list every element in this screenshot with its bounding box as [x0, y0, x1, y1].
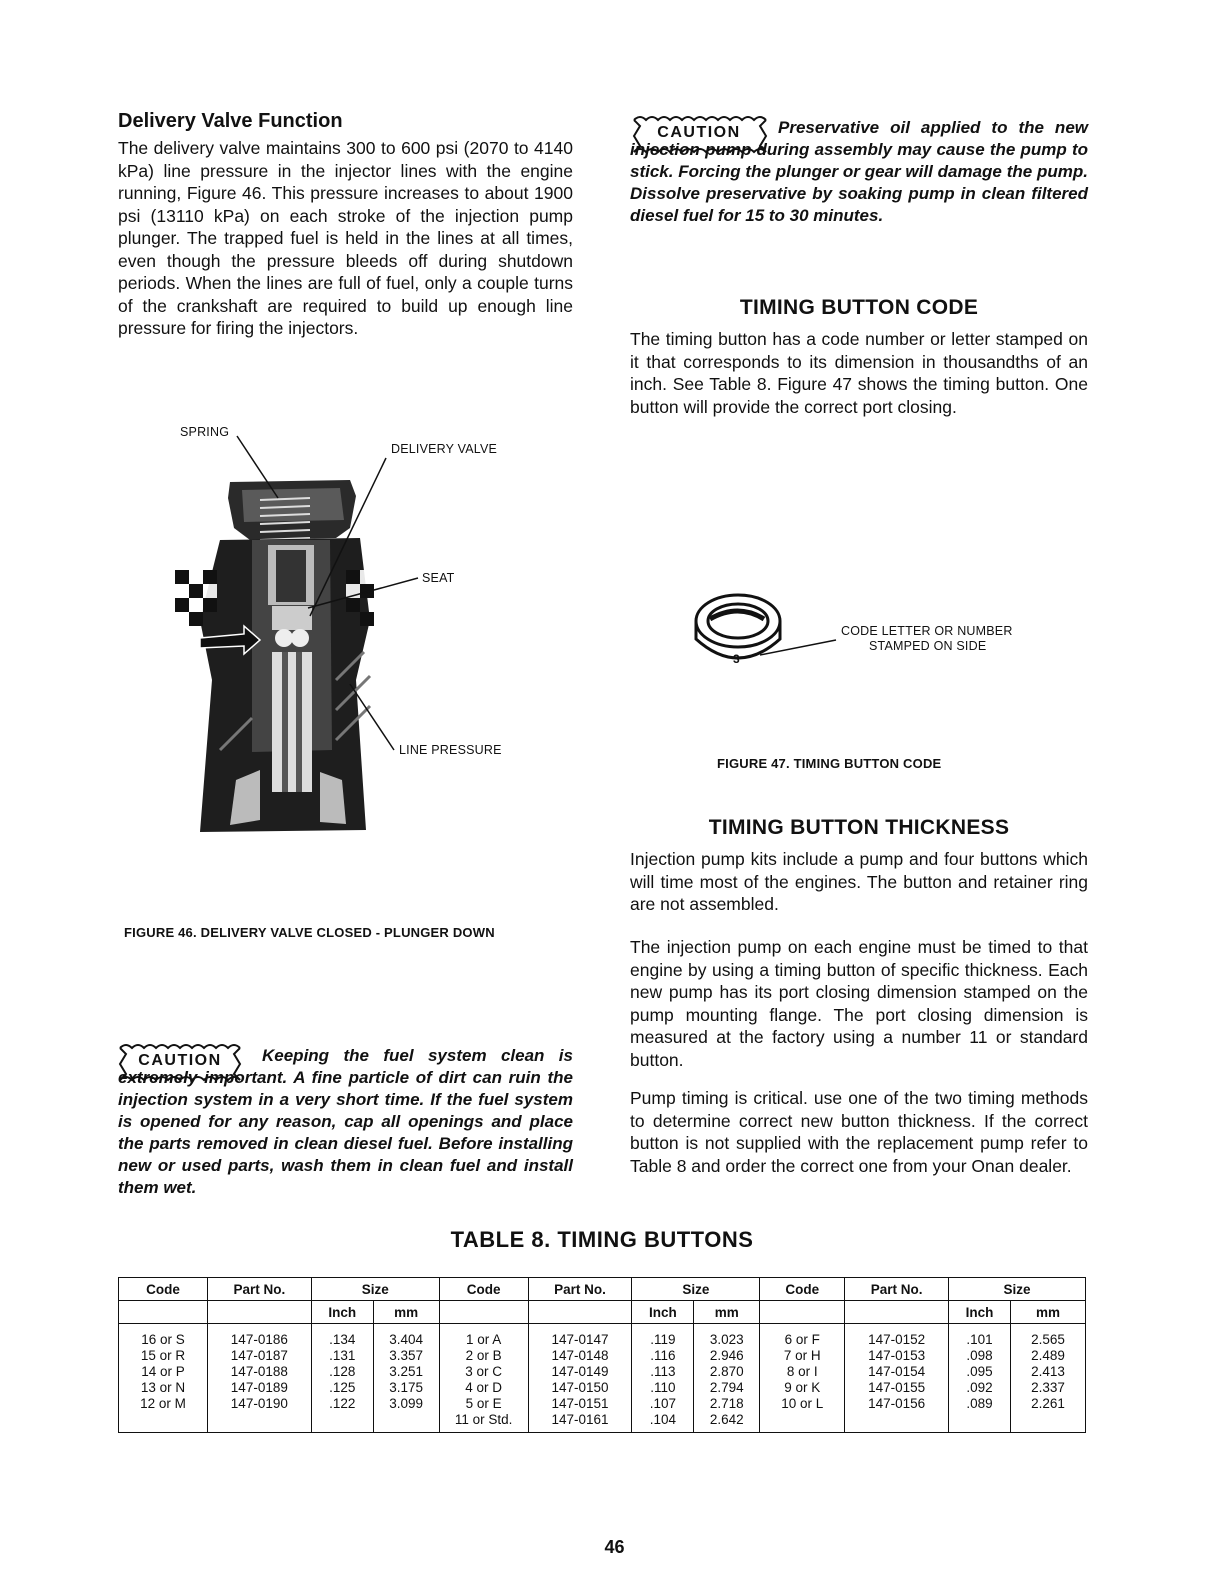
- table-cell: [373, 1412, 439, 1433]
- header-mm: mm: [1010, 1301, 1085, 1324]
- table-cell: 147-0188: [207, 1364, 311, 1380]
- header-code: Code: [760, 1278, 845, 1301]
- table-cell: 147-0190: [207, 1396, 311, 1412]
- table-cell: 147-0187: [207, 1348, 311, 1364]
- header-part-no: Part No.: [207, 1278, 311, 1301]
- table-cell: 12 or M: [119, 1396, 208, 1412]
- table-cell: [845, 1412, 949, 1433]
- table-cell: 147-0161: [528, 1412, 632, 1433]
- table-cell: .101: [949, 1324, 1011, 1349]
- table-cell: 1 or A: [439, 1324, 528, 1349]
- timing-button-thickness-title: TIMING BUTTON THICKNESS: [708, 816, 1010, 839]
- valve-body-illustration: [175, 480, 374, 832]
- table-8-title: TABLE 8. TIMING BUTTONS: [450, 1227, 754, 1252]
- header-inch: Inch: [632, 1301, 694, 1324]
- table-cell: 147-0153: [845, 1348, 949, 1364]
- table-cell: 2.565: [1010, 1324, 1085, 1349]
- caution-text-right: Preservative oil applied to the new injection pump during assembly may cause the pump to stick. Forcing the plunger or gear will damage the pump. Dissolve preservative by soaking pump in clean filtered diesel fuel for 15 to 30 minutes.: [630, 118, 1088, 225]
- table-cell: 2.337: [1010, 1380, 1085, 1396]
- table-row: [119, 1412, 1086, 1433]
- figure-47-label-line1: CODE LETTER OR NUMBER: [841, 624, 1013, 638]
- table-subheader-row: [119, 1301, 1086, 1324]
- header-inch: Inch: [949, 1301, 1011, 1324]
- table-header-row: [119, 1278, 1086, 1301]
- caution-label-left: CAUTION: [138, 1052, 222, 1069]
- timing-button-code-paragraph: The timing button has a code number or letter stamped on it that corresponds to its dimension in thousandths of an inch. See Table 8. Figure 47 shows the timing button. One button will provide the correct port closing.: [630, 329, 1088, 417]
- table-cell: 3.357: [373, 1348, 439, 1364]
- table-cell: 9 or K: [760, 1380, 845, 1396]
- header-code: Code: [439, 1278, 528, 1301]
- table-cell: .119: [632, 1324, 694, 1349]
- table-cell: 147-0155: [845, 1380, 949, 1396]
- table-cell: 147-0149: [528, 1364, 632, 1380]
- table-cell: .131: [311, 1348, 373, 1364]
- table-cell: .113: [632, 1364, 694, 1380]
- table-row: [119, 1364, 1086, 1380]
- table-row: [119, 1380, 1086, 1396]
- timing-thickness-paragraph-2: The injection pump on each engine must be timed to that engine by using a timing button of specific thickness. Each new pump has its port closing dimension stamped on the pump mounting flange. The port closing dimension is measured at the factory using a number 11 or standard button.: [630, 937, 1088, 1070]
- header-part-no: Part No.: [528, 1278, 632, 1301]
- table-cell: [760, 1412, 845, 1433]
- caution-label-right: CAUTION: [657, 124, 741, 141]
- table-cell: 15 or R: [119, 1348, 208, 1364]
- label-delivery-valve: DELIVERY VALVE: [391, 442, 498, 456]
- table-cell: 4 or D: [439, 1380, 528, 1396]
- timing-thickness-paragraph-3: Pump timing is critical. use one of the two timing methods to determine correct new button thickness. If the correct button is not supplied with the replacement pump refer to Table 8 and order the correct one from your Onan dealer.: [630, 1088, 1088, 1176]
- header-size: Size: [311, 1278, 439, 1301]
- table-cell: 2.261: [1010, 1396, 1085, 1412]
- table-cell: 13 or N: [119, 1380, 208, 1396]
- table-cell: 147-0150: [528, 1380, 632, 1396]
- timing-button-code-title: TIMING BUTTON CODE: [739, 296, 979, 319]
- table-cell: 147-0189: [207, 1380, 311, 1396]
- table-cell: [1010, 1412, 1085, 1433]
- header-part-no: Part No.: [845, 1278, 949, 1301]
- table-cell: 16 or S: [119, 1324, 208, 1349]
- figure-46-caption: FIGURE 46. DELIVERY VALVE CLOSED - PLUNGER DOWN: [124, 925, 495, 940]
- table-cell: .104: [632, 1412, 694, 1433]
- table-cell: 147-0152: [845, 1324, 949, 1349]
- delivery-valve-heading: Delivery Valve Function: [118, 110, 343, 132]
- header-inch: Inch: [311, 1301, 373, 1324]
- label-seat: SEAT: [422, 571, 455, 585]
- header-mm: mm: [373, 1301, 439, 1324]
- table-cell: 14 or P: [119, 1364, 208, 1380]
- timing-thickness-paragraph-1: Injection pump kits include a pump and four buttons which will time most of the engines. The button and retainer ring are not assembled.: [630, 849, 1088, 914]
- table-cell: 147-0151: [528, 1396, 632, 1412]
- figure-47-label-line2: STAMPED ON SIDE: [869, 639, 987, 653]
- table-cell: .092: [949, 1380, 1011, 1396]
- table-cell: .095: [949, 1364, 1011, 1380]
- table-cell: .107: [632, 1396, 694, 1412]
- header-code: Code: [119, 1278, 208, 1301]
- table-row: [119, 1324, 1086, 1349]
- table-cell: 8 or I: [760, 1364, 845, 1380]
- timing-button-figure: [690, 585, 840, 685]
- table-cell: 147-0156: [845, 1396, 949, 1412]
- table-cell: 3.251: [373, 1364, 439, 1380]
- table-cell: [207, 1412, 311, 1433]
- table-cell: 147-0148: [528, 1348, 632, 1364]
- table-cell: 3.023: [694, 1324, 760, 1349]
- header-size: Size: [632, 1278, 760, 1301]
- table-cell: .110: [632, 1380, 694, 1396]
- table-cell: .116: [632, 1348, 694, 1364]
- table-cell: 147-0154: [845, 1364, 949, 1380]
- table-cell: 2.946: [694, 1348, 760, 1364]
- table-cell: [949, 1412, 1011, 1433]
- table-cell: 11 or Std.: [439, 1412, 528, 1433]
- table-cell: 2 or B: [439, 1348, 528, 1364]
- table-cell: 6 or F: [760, 1324, 845, 1349]
- table-cell: 3.175: [373, 1380, 439, 1396]
- table-cell: [311, 1412, 373, 1433]
- table-row: [119, 1348, 1086, 1364]
- delivery-valve-figure: [160, 420, 540, 840]
- table-cell: 10 or L: [760, 1396, 845, 1412]
- delivery-valve-paragraph: The delivery valve maintains 300 to 600 psi (2070 to 4140 kPa) line pressure in the injector lines with the engine running, Figure 46. This pressure increases to about 1900 psi (13110 kPa) on each stroke of the injection pump plunger. The trapped fuel is held in the lines at all times, even though the pressure bleeds off during shutdown periods. When the lines are full of fuel, only a couple turns of the crankshaft are required to build up enough line pressure for firing the injectors.: [118, 138, 573, 338]
- caution-text-left: Keeping the fuel system clean is extremely important. A fine particle of dirt can ruin the injection system in a very short time. If the fuel system is opened for any reason, cap all openings and place the parts removed in clean diesel fuel. Before installing new or used parts, wash them in clean fuel and install them wet.: [118, 1046, 573, 1197]
- header-size: Size: [949, 1278, 1086, 1301]
- table-cell: .128: [311, 1364, 373, 1380]
- table-cell: 2.489: [1010, 1348, 1085, 1364]
- table-cell: 5 or E: [439, 1396, 528, 1412]
- header-mm: mm: [694, 1301, 760, 1324]
- label-line-pressure: LINE PRESSURE: [399, 743, 502, 757]
- table-row: [119, 1396, 1086, 1412]
- page-number: 46: [604, 1537, 625, 1557]
- label-spring: SPRING: [180, 425, 230, 439]
- table-cell: 2.642: [694, 1412, 760, 1433]
- table-cell: 3 or C: [439, 1364, 528, 1380]
- table-cell: 147-0147: [528, 1324, 632, 1349]
- table-cell: .134: [311, 1324, 373, 1349]
- table-cell: 2.413: [1010, 1364, 1085, 1380]
- table-cell: .122: [311, 1396, 373, 1412]
- table-cell: .098: [949, 1348, 1011, 1364]
- table-cell: 7 or H: [760, 1348, 845, 1364]
- table-cell: .089: [949, 1396, 1011, 1412]
- table-cell: 2.870: [694, 1364, 760, 1380]
- table-cell: 147-0186: [207, 1324, 311, 1349]
- table-cell: [119, 1412, 208, 1433]
- table-cell: 3.404: [373, 1324, 439, 1349]
- table-cell: 3.099: [373, 1396, 439, 1412]
- timing-button-stamp: 3: [733, 652, 740, 666]
- timing-buttons-table: [118, 1277, 1086, 1433]
- table-cell: 2.794: [694, 1380, 760, 1396]
- figure-47-caption: FIGURE 47. TIMING BUTTON CODE: [717, 756, 942, 771]
- table-cell: .125: [311, 1380, 373, 1396]
- table-cell: 2.718: [694, 1396, 760, 1412]
